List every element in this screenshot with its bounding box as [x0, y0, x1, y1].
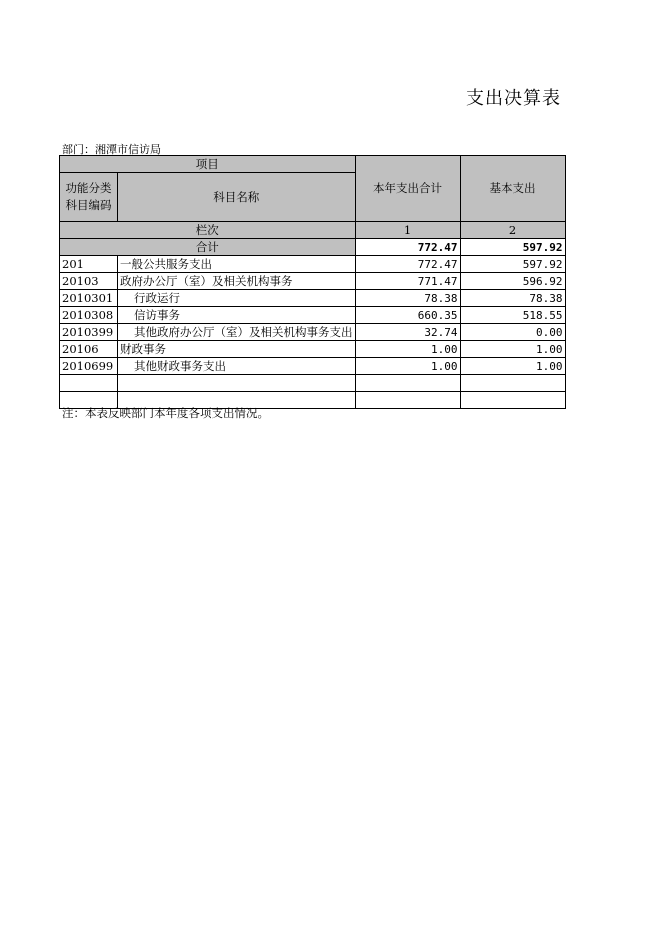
header-code-line2: 科目编码: [65, 198, 112, 212]
row-code: 201: [60, 256, 118, 273]
row-code: 20103: [60, 273, 118, 290]
row-basic: 597.92: [460, 256, 565, 273]
empty-row: [60, 375, 566, 392]
row-total: 1.00: [355, 358, 460, 375]
row-total: 660.35: [355, 307, 460, 324]
row-code: 2010308: [60, 307, 118, 324]
row-name: 政府办公厅（室）及相关机构事务: [118, 273, 356, 290]
summary-label: 合计: [60, 239, 356, 256]
department-label: 部门：湘潭市信访局: [62, 143, 161, 156]
header-column-label: 栏次: [60, 222, 356, 239]
header-code: [60, 173, 118, 222]
table-row: [60, 324, 566, 341]
header-name: 科目名称: [118, 173, 356, 222]
header-basic: 基本支出: [460, 156, 565, 222]
header-code-line1: 功能分类: [65, 181, 112, 195]
row-total: 772.47: [355, 256, 460, 273]
row-total: 1.00: [355, 341, 460, 358]
header-item: 项目: [60, 156, 356, 173]
row-name: 其他政府办公厅（室）及相关机构事务支出: [118, 324, 356, 341]
summary-total: 772.47: [355, 239, 460, 256]
row-name: 信访事务: [118, 307, 356, 324]
summary-basic: 597.92: [460, 239, 565, 256]
header-total: 本年支出合计: [355, 156, 460, 222]
row-total: 78.38: [355, 290, 460, 307]
row-name: 其他财政事务支出: [118, 358, 356, 375]
row-code: 2010699: [60, 358, 118, 375]
table-row: [60, 256, 566, 273]
row-total: 771.47: [355, 273, 460, 290]
header-col1: 1: [355, 222, 460, 239]
row-basic: 1.00: [460, 341, 565, 358]
row-code: 20106: [60, 341, 118, 358]
row-code: 2010399: [60, 324, 118, 341]
row-code: 2010301: [60, 290, 118, 307]
table-row: [60, 307, 566, 324]
row-basic: 78.38: [460, 290, 565, 307]
row-basic: 1.00: [460, 358, 565, 375]
row-name: 一般公共服务支出: [118, 256, 356, 273]
row-name: 财政事务: [118, 341, 356, 358]
footnote: 注：本表反映部门本年度各项支出情况。: [62, 406, 269, 420]
table-row: [60, 273, 566, 290]
row-name: 行政运行: [118, 290, 356, 307]
summary-row: [60, 239, 566, 256]
row-total: 32.74: [355, 324, 460, 341]
table-row: [60, 341, 566, 358]
row-basic: 596.92: [460, 273, 565, 290]
table-row: [60, 290, 566, 307]
table-row: [60, 358, 566, 375]
page-title: 支出决算表: [466, 88, 561, 109]
expenditure-table: [59, 155, 566, 409]
row-basic: 518.55: [460, 307, 565, 324]
header-col2: 2: [460, 222, 565, 239]
row-basic: 0.00: [460, 324, 565, 341]
